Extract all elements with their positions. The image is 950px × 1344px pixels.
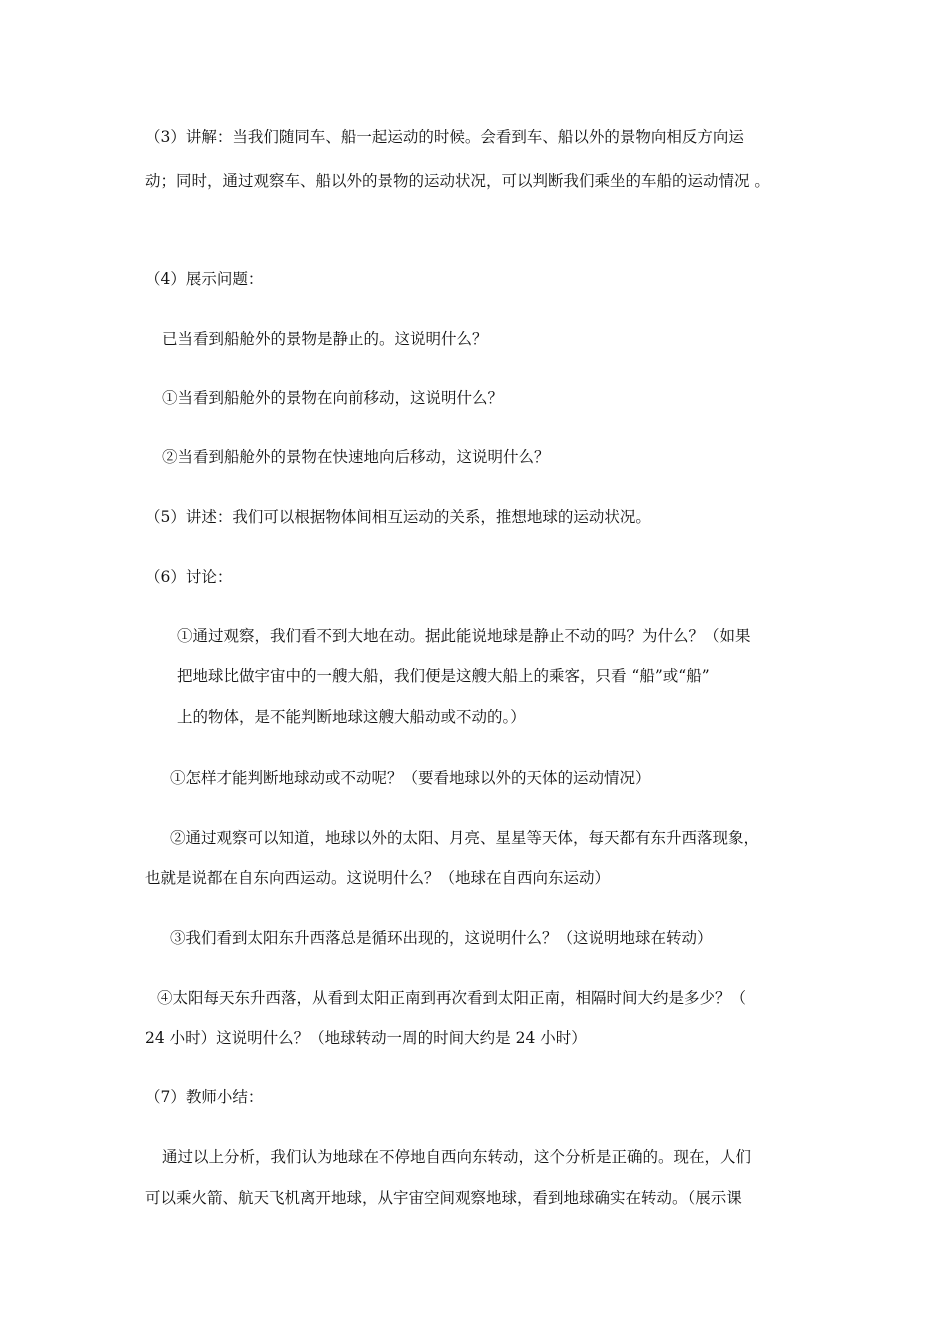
text-line: （5）讲述：我们可以根据物体间相互运动的关系，推想地球的运动状况。 [145,508,651,526]
text-line: 已当看到船舱外的景物是静止的。这说明什么？ [162,330,488,348]
text-line: ②通过观察可以知道，地球以外的太阳、月亮、星星等天体，每天都有东升西落现象， [170,829,760,847]
text-line: （3）讲解：当我们随同车、船一起运动的时候。会看到车、船以外的景物向相反方向运 [145,128,744,146]
text-line: ①通过观察，我们看不到大地在动。据此能说地球是静止不动的吗？为什么？（如果 [177,627,751,645]
text-line: ③我们看到太阳东升西落总是循环出现的，这说明什么？（这说明地球在转动） [170,929,713,947]
text-line: ①当看到船舱外的景物在向前移动，这说明什么？ [162,389,504,407]
text-line: 上的物体，是不能判断地球这艘大船动或不动的。） [177,708,526,726]
text-line: 动；同时，通过观察车、船以外的景物的运动状况，可以判断我们乘坐的车船的运动情况 。 [145,172,770,190]
section-heading: （7）教师小结： [145,1088,264,1106]
text-line: 把地球比做宇宙中的一艘大船，我们便是这艘大船上的乘客，只看 “船”或“船” [177,667,710,685]
text-line: 也就是说都在自东向西运动。这说明什么？（地球在自西向东运动） [145,869,611,887]
text-line: 24 小时）这说明什么？（地球转动一周的时间大约是 24 小时） [145,1029,587,1047]
text-line: ①怎样才能判断地球动或不动呢？（要看地球以外的天体的运动情况） [170,769,651,787]
text-line: ④太阳每天东升西落，从看到太阳正南到再次看到太阳正南，相隔时间大约是多少？（ [157,989,747,1007]
text-line: 可以乘火箭、航天飞机离开地球，从宇宙空间观察地球，看到地球确实在转动。（展示课 [145,1189,742,1207]
text-line: 通过以上分析，我们认为地球在不停地自西向东转动，这个分析是正确的。现在，人们 [162,1148,752,1166]
text-line: ②当看到船舱外的景物在快速地向后移动，这说明什么？ [162,448,550,466]
section-heading: （4）展示问题： [145,270,264,288]
section-heading: （6）讨论： [145,568,233,586]
